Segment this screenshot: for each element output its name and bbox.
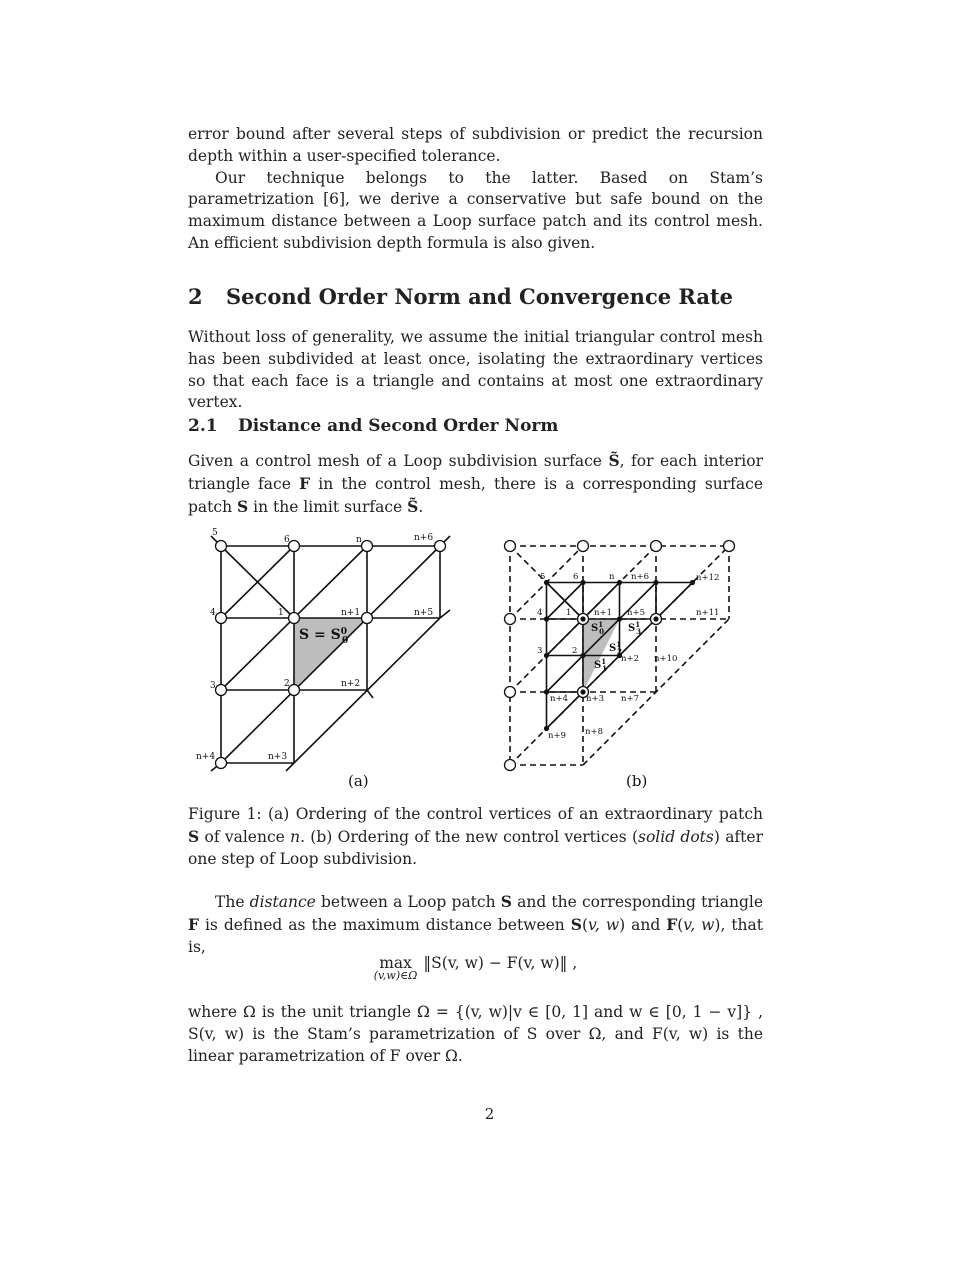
new-vertex: [544, 653, 549, 658]
intro: [188, 124, 763, 255]
new-vertex: [617, 616, 622, 621]
formula-main: ‖S(v, w) − F(v, w)‖ ,: [423, 954, 578, 972]
formula-max: max: [379, 954, 412, 972]
vertex-circle: [362, 541, 373, 552]
vertex-label: n+8: [585, 727, 604, 737]
section-2-body: [188, 327, 763, 414]
vertex-label: 6: [284, 535, 290, 545]
vertex-circle: [216, 613, 227, 624]
vertex-label: 3: [537, 646, 543, 656]
vertex-label: n+1: [594, 608, 613, 618]
new-vertex: [617, 580, 622, 585]
old-vertex: [505, 541, 516, 552]
section-2-paragraph: Without loss of generality, we assume the initial triangular control mesh has been subdivided at least once, isolating the extraordinary vertices so that each face is a triangle and contains at most one extraordinary vertex.: [188, 328, 763, 412]
vertex-label: n+2: [341, 679, 361, 689]
vertex-label: 3: [210, 681, 216, 691]
subpatch-sup: 1: [635, 620, 641, 629]
vertex-label: n+3: [268, 752, 288, 762]
section-title: Second Order Norm and Convergence Rate: [226, 284, 734, 309]
vertex-label: 2: [572, 646, 578, 656]
subpatch-label: $S^1$ 0: [591, 620, 604, 636]
mesh-edge: [286, 763, 294, 771]
new-vertex: [580, 616, 585, 621]
new-vertex: [544, 689, 549, 694]
vertex-label: n+5: [627, 608, 646, 618]
old-vertex: [505, 760, 516, 771]
subpatch-label: $S^1$ 1: [594, 657, 607, 673]
vertex-label: n+10: [654, 654, 678, 664]
where-paragraph: [188, 1002, 763, 1067]
vertex-label: n+4: [196, 752, 216, 762]
old-vertex: [724, 541, 735, 552]
vertex-label: n: [356, 535, 362, 545]
vertex-label: n+11: [696, 608, 720, 618]
patch-label: $S = S^0$ 0: [299, 627, 349, 646]
subpatch-sup: 1: [601, 657, 607, 666]
subpatch-sup: 1: [616, 640, 622, 649]
vertex-label: 6: [573, 572, 579, 582]
subsection-number: 2.1: [188, 416, 218, 436]
figure-b-mesh: [505, 541, 735, 771]
old-vertex: [505, 687, 516, 698]
figure-svg: [188, 523, 763, 793]
subpatch-sub: 1: [602, 664, 607, 673]
patch-label-subscript: 0: [341, 636, 349, 646]
vertex-circle: [362, 613, 373, 624]
patch-label-superscript: 0: [340, 627, 347, 637]
new-vertex: [653, 616, 658, 621]
new-vertex: [690, 580, 695, 585]
vertex-circle: [289, 685, 300, 696]
vertex-circle: [216, 758, 227, 769]
vertex-label: n+1: [341, 608, 361, 618]
vertex-label: 5: [212, 528, 218, 538]
section-heading: [188, 284, 763, 309]
vertex-label: 5: [540, 572, 546, 582]
old-vertex: [578, 541, 589, 552]
vertex-circle: [289, 613, 300, 624]
section-2: [188, 284, 763, 309]
subsection-title: Distance and Second Order Norm: [238, 416, 559, 436]
vertex-label: 2: [284, 679, 290, 689]
mesh-edge: [367, 690, 373, 698]
vertex-label: 4: [537, 608, 543, 618]
figure-1: [188, 523, 763, 793]
vertex-circle: [435, 541, 446, 552]
vertex-label: n+6: [414, 533, 434, 543]
section-number: 2: [188, 284, 203, 309]
figure-caption: [188, 804, 763, 870]
mesh-edge: [440, 610, 450, 618]
vertex-circle: [216, 541, 227, 552]
formula: [188, 954, 763, 982]
old-vertex: [651, 541, 662, 552]
figure-b-label: (b): [626, 772, 648, 790]
vertex-label: n+5: [414, 608, 434, 618]
vertex-circle: [216, 685, 227, 696]
subpatch-label: $S^1$ 2: [609, 640, 622, 656]
caption-text: Figure 1: (a) Ordering of the control vertices of an extraordinary patch S of valence n. (b) Ordering of the new control vertices (solid dots) after one step of Loop subdivision.: [188, 805, 763, 868]
vertex-label: n+7: [621, 694, 640, 704]
vertex-label: n+6: [631, 572, 650, 582]
distance-paragraph: [188, 891, 763, 958]
subsection-2-1-body: [188, 450, 763, 518]
subpatch-sub: 2: [617, 647, 622, 656]
subpatch-sub: 3: [636, 627, 641, 636]
distance-definition: The distance between a Loop patch S and the corresponding triangle F is defined as the maximum distance between S(v, w) and F(v, w), that is,: [188, 892, 764, 956]
page-number: 2: [484, 1105, 495, 1123]
vertex-label: n+4: [550, 694, 569, 704]
vertex-label: n: [609, 572, 615, 582]
old-vertex: [505, 614, 516, 625]
intro-paragraph-1: error bound after several steps of subdivision or predict the recursion depth within a user-specified tolerance.: [188, 125, 763, 165]
vertex-label: 1: [566, 608, 572, 618]
vertex-label: n+9: [548, 731, 567, 741]
new-vertex: [544, 616, 549, 621]
formula-subscript: (v,w)∈Ω: [373, 969, 418, 982]
subpatch-label: $S^1$ 3: [628, 620, 641, 636]
vertex-label: 1: [278, 608, 284, 618]
subsection-2-1: [188, 416, 763, 436]
new-vertex: [580, 580, 585, 585]
new-vertex: [580, 653, 585, 658]
figure-a-label: (a): [348, 772, 369, 790]
subpatch-sub: 0: [599, 627, 604, 636]
new-vertex: [580, 689, 585, 694]
vertex-label: n+12: [696, 573, 720, 583]
where-text: where Ω is the unit triangle Ω = {(v, w)|v ∈ [0, 1] and w ∈ [0, 1 − v]} , S(v, w) is the Stam’s parametrization of S over Ω, and F(v, w) is the linear parametrization of F over Ω.: [188, 1003, 763, 1065]
subsection-heading: [188, 416, 763, 436]
figure-a-mesh: [196, 528, 450, 771]
vertex-label: 4: [210, 608, 216, 618]
subpatch-sup: 1: [598, 620, 604, 629]
new-vertex: [653, 580, 658, 585]
intro-paragraph-2: Our technique belongs to the latter. Based on Stam’s parametrization [6], we derive a conservative but safe bound on the maximum distance between a Loop surface patch and its control mesh. An efficient subdivision depth formula is also given.: [188, 168, 763, 252]
vertex-label: n+3: [586, 694, 605, 704]
vertex-circle: [289, 541, 300, 552]
vertex-label: n+2: [621, 654, 640, 664]
subsection-paragraph: Given a control mesh of a Loop subdivision surface S̃, for each interior triangle face F in the control mesh, there is a corresponding surface patch S in the limit surface S̃.: [188, 451, 763, 516]
